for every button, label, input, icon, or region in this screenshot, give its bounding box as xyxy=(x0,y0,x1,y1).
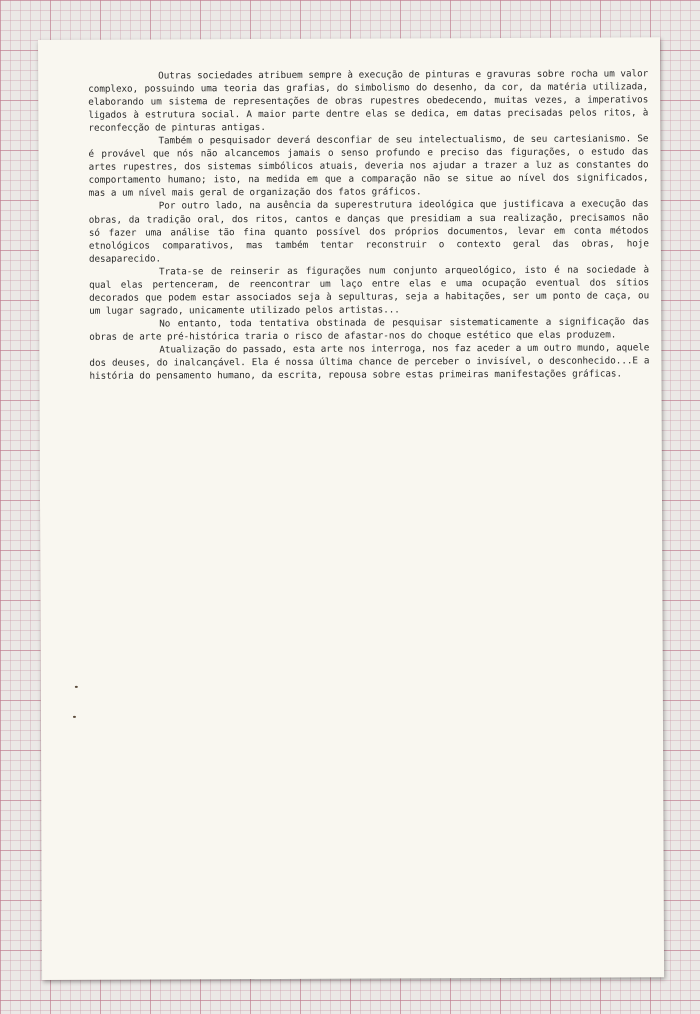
paragraph: Por outro lado, na ausência da superestrutura ideológica que justificava a execução das obras, da tradição oral, dos ritos, cantos e danças que presidiam a sua realização, precisamos não só fazer uma análise tão fina quanto possível dos próprios documentos, levar em conta métodos etnológicos comparativos, mas também tentar reconstruir o contexto geral das obras, hoje desaparecido. xyxy=(88,198,649,265)
paragraph: Atualização do passado, esta arte nos interroga, nos faz aceder a um outro mundo, aquele dos deuses, do inalcançável. Ela é nossa última chance de perceber o invisível, o desconhecido...E a história do pensamento humano, da escrita, repousa sobre estas primeiras manifestações gráficas. xyxy=(89,342,650,382)
margin-mark xyxy=(73,716,76,718)
paragraph: No entanto, toda tentativa obstinada de pesquisar sistematicamente a significação das obras de arte pré-histórica traria o risco de afastar-nos do choque estético que elas produzem. xyxy=(89,316,650,343)
paragraph: Trata-se de reinserir as figurações num conjunto arqueológico, isto é na sociedade à qual elas pertenceram, de reencontrar um laço entre elas e uma ocupação eventual dos sítios decorados que podem estar associados seja à sepulturas, seja a habitações, ser um ponto de caça, ou um lugar sagrado, unicamente utilizado pelos artistas... xyxy=(89,264,650,317)
document-body xyxy=(88,67,649,383)
typed-page xyxy=(38,37,664,980)
paragraph: Outras sociedades atribuem sempre à execução de pinturas e gravuras sobre rocha um valor complexo, possuindo uma teoria das grafias, do simbolismo do desenho, da cor, da matéria utilizada, elaborando um sistema de representações de obras rupestres obedecendo, muitas vezes, a imperativos ligados à estrutura social. A maior parte dentre elas se dedica, em datas precisadas pelos ritos, à reconfecção de pinturas antigas. xyxy=(88,68,649,134)
paragraph: Também o pesquisador deverá desconfiar de seu intelectualismo, de seu cartesianismo. Se é provável que nós não alcancemos jamais o senso profundo e preciso das figurações, o estudo das artes rupestres, dos sistemas simbólicos atuais, deveria nos ajudar a trazer a luz as constantes do comportamento humano; isto, na medida em que a comparação não se situe ao nível dos significados, mas a um nível mais geral de organização dos fatos gráficos. xyxy=(88,133,649,200)
margin-mark xyxy=(75,686,78,688)
